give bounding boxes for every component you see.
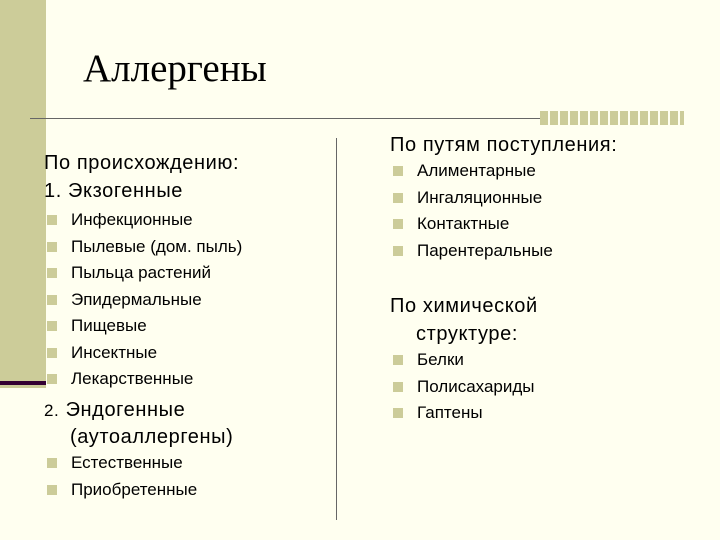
square-bullet-icon bbox=[393, 166, 403, 176]
endogenous-label: Эндогенные bbox=[65, 399, 186, 421]
square-bullet-icon bbox=[47, 321, 57, 331]
left-decor-bar bbox=[0, 0, 46, 388]
column-divider bbox=[336, 138, 337, 520]
square-bullet-icon bbox=[47, 215, 57, 225]
square-bullet-icon bbox=[47, 458, 57, 468]
list-item: Инсектные bbox=[44, 340, 242, 367]
routes-list bbox=[390, 158, 553, 264]
square-bullet-icon bbox=[47, 242, 57, 252]
endogenous-list bbox=[44, 450, 197, 503]
endogenous-number: 2. bbox=[44, 401, 60, 420]
square-bullet-icon bbox=[393, 246, 403, 256]
list-item: Парентеральные bbox=[390, 238, 553, 265]
list-item: Полисахариды bbox=[390, 374, 535, 401]
list-item: Гаптены bbox=[390, 400, 535, 427]
square-bullet-icon bbox=[47, 348, 57, 358]
square-bullet-icon bbox=[393, 408, 403, 418]
endogenous-subheading: (аутоаллергены) bbox=[70, 426, 234, 448]
list-item: Ингаляционные bbox=[390, 185, 553, 212]
slide-title: Аллергены bbox=[83, 47, 267, 90]
chemical-heading: По химической bbox=[390, 295, 538, 317]
list-item: Инфекционные bbox=[44, 207, 242, 234]
square-bullet-icon bbox=[47, 374, 57, 384]
list-item: Приобретенные bbox=[44, 477, 197, 504]
title-rule-accent bbox=[540, 111, 684, 125]
endogenous-heading bbox=[44, 397, 185, 424]
square-bullet-icon bbox=[47, 485, 57, 495]
chemical-heading-cont: структуре: bbox=[416, 323, 518, 345]
list-item: Пищевые bbox=[44, 313, 242, 340]
list-item: Алиментарные bbox=[390, 158, 553, 185]
list-item: Лекарственные bbox=[44, 366, 242, 393]
list-item: Белки bbox=[390, 347, 535, 374]
exogenous-list bbox=[44, 207, 242, 393]
list-item: Пыльца растений bbox=[44, 260, 242, 287]
square-bullet-icon bbox=[393, 219, 403, 229]
list-item: Пылевые (дом. пыль) bbox=[44, 234, 242, 261]
left-decor-base-line bbox=[0, 381, 46, 385]
square-bullet-icon bbox=[47, 268, 57, 278]
origin-heading: По происхождению: bbox=[44, 152, 240, 174]
list-item: Контактные bbox=[390, 211, 553, 238]
chemical-list bbox=[390, 347, 535, 427]
square-bullet-icon bbox=[47, 295, 57, 305]
routes-heading: По путям поступления: bbox=[390, 134, 618, 156]
square-bullet-icon bbox=[393, 193, 403, 203]
exogenous-heading: 1. Экзогенные bbox=[44, 180, 184, 202]
list-item: Естественные bbox=[44, 450, 197, 477]
list-item: Эпидермальные bbox=[44, 287, 242, 314]
square-bullet-icon bbox=[393, 382, 403, 392]
square-bullet-icon bbox=[393, 355, 403, 365]
